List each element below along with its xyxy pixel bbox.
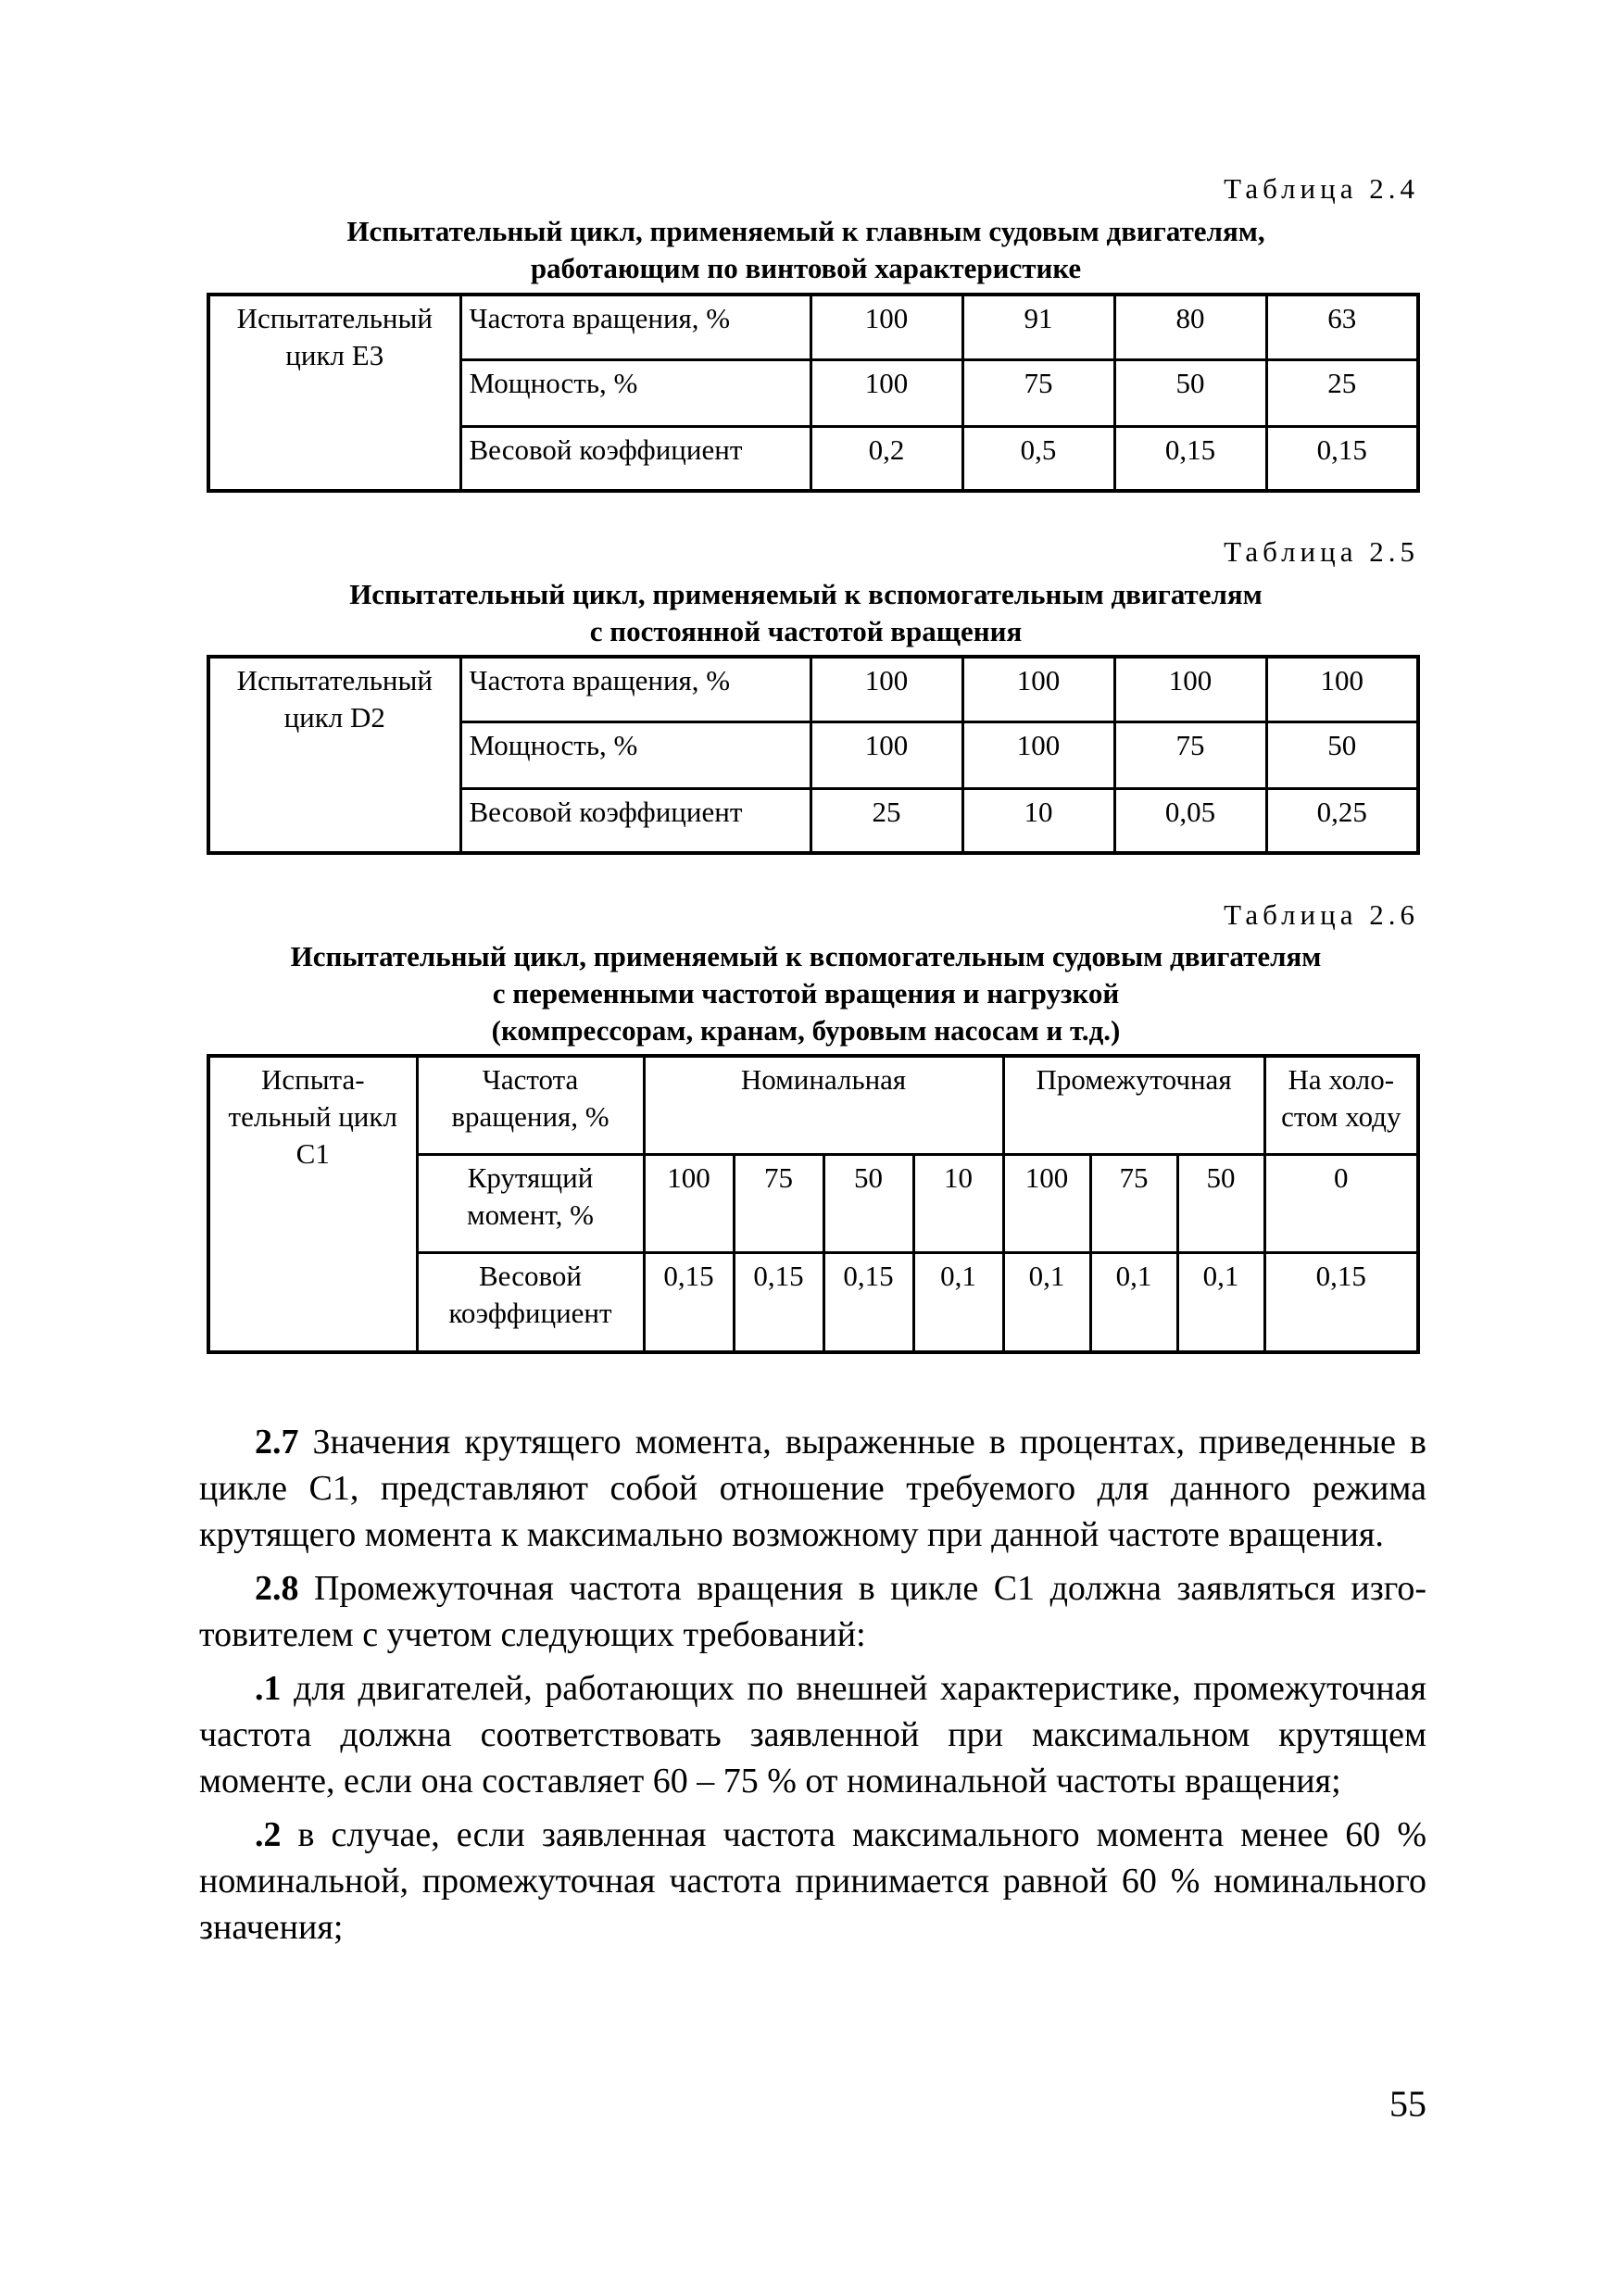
paragraph-2-8 xyxy=(199,1565,1426,1658)
speed-group-intermediate: Промежуточная xyxy=(1003,1056,1264,1154)
row-label: Весовой коэффициент xyxy=(460,426,810,491)
table-cell: 0,15 xyxy=(1264,1252,1418,1352)
table-cell: 63 xyxy=(1266,295,1418,359)
table-title-line: с переменными частотой вращения и нагрузкой xyxy=(492,977,1120,1010)
list-item-2 xyxy=(199,1812,1426,1951)
table-title-line: Испытательный цикл, применяемый к вспомогательным судовым двигателям xyxy=(290,940,1322,972)
body-text xyxy=(199,1419,1426,1951)
list-item-text: для двигателей, работающих по внешней характеристике, промежуточная частота должна соответствовать заявленной при максимальном крутящем моменте, если она составляет 60 – 75 % от номинальной частоты вращения; xyxy=(199,1669,1426,1800)
table-cell: 100 xyxy=(962,657,1114,721)
table-cell: 25 xyxy=(810,788,962,853)
table-cell: 91 xyxy=(962,295,1114,359)
speed-group-idle: На холо-стом ходу xyxy=(1264,1056,1418,1154)
table-cell: 75 xyxy=(962,359,1114,426)
table-cell: 25 xyxy=(1266,359,1418,426)
table-title-line: Испытательный цикл, применяемый к главным судовым двигателям, xyxy=(346,215,1265,247)
table-title-line: Испытательный цикл, применяемый к вспомогательным двигателям xyxy=(349,578,1263,610)
table-cell: 0,2 xyxy=(810,426,962,491)
speed-label: Частота вращения, % xyxy=(417,1056,644,1154)
paragraph-text: Промежуточная частота вращения в цикле С1 должна заявляться изго-товителем с учетом следующих требований: xyxy=(199,1569,1426,1654)
table-cell: 100 xyxy=(810,721,962,788)
table-cell: 0,1 xyxy=(1177,1252,1264,1352)
cycle-label: Испытательный цикл D2 xyxy=(208,657,460,853)
table-title-line: (компрессорам, кранам, буровым насосам и т.д.) xyxy=(491,1014,1121,1047)
table-cell: 100 xyxy=(1003,1154,1090,1252)
table-cell: 0,15 xyxy=(734,1252,823,1352)
paragraph-number: 2.8 xyxy=(255,1569,299,1608)
table-cell: 100 xyxy=(962,721,1114,788)
row-label: Весовой коэффициент xyxy=(460,788,810,853)
table-2-5 xyxy=(207,655,1420,855)
table-cell: 50 xyxy=(823,1154,913,1252)
table-cell: 0,1 xyxy=(1003,1252,1090,1352)
speed-group-nominal: Номинальная xyxy=(644,1056,1003,1154)
table-2-4-number: Таблица 2.4 xyxy=(1224,172,1419,205)
table-cell: 0,15 xyxy=(1114,426,1266,491)
table-cell: 50 xyxy=(1177,1154,1264,1252)
table-cell: 10 xyxy=(913,1154,1003,1252)
table-cell: 0,15 xyxy=(1266,426,1418,491)
row-label: Частота вращения, % xyxy=(460,657,810,721)
row-label: Мощность, % xyxy=(460,359,810,426)
torque-label: Крутящий момент, % xyxy=(417,1154,644,1252)
table-2-4 xyxy=(207,293,1420,493)
table-cell: 100 xyxy=(810,295,962,359)
table-2-5-number: Таблица 2.5 xyxy=(1224,535,1419,568)
list-item-text: в случае, если заявленная частота максимального момента менее 60 % номинальной, промежуточная частота принимается равной 60 % номинального значения; xyxy=(199,1815,1426,1947)
table-cell: 0,15 xyxy=(823,1252,913,1352)
table-cell: 100 xyxy=(810,359,962,426)
table-cell: 0 xyxy=(1264,1154,1418,1252)
weight-label: Весовой коэффициент xyxy=(417,1252,644,1352)
table-2-6 xyxy=(207,1054,1420,1354)
page-number: 55 xyxy=(1389,2083,1426,2125)
paragraph-text: Значения крутящего момента, выраженные в процентах, приведенные в цикле С1, представляют собой отношение требуемого для данного режима крутящего момента к максимально возможному при данной частоте вращения. xyxy=(199,1423,1426,1554)
table-2-6-title xyxy=(185,938,1426,1049)
list-item-number: .1 xyxy=(255,1669,282,1708)
cycle-label: Испытательный цикл Е3 xyxy=(208,295,460,491)
table-cell: 0,1 xyxy=(1090,1252,1177,1352)
table-title-line: с постоянной частотой вращения xyxy=(589,615,1023,647)
list-item-number: .2 xyxy=(255,1815,282,1854)
list-item-1 xyxy=(199,1665,1426,1804)
table-cell: 0,15 xyxy=(644,1252,734,1352)
table-2-6-number: Таблица 2.6 xyxy=(1224,898,1419,931)
paragraph-number: 2.7 xyxy=(255,1423,299,1462)
table-cell: 50 xyxy=(1266,721,1418,788)
table-cell: 0,25 xyxy=(1266,788,1418,853)
table-cell: 80 xyxy=(1114,295,1266,359)
row-label: Мощность, % xyxy=(460,721,810,788)
table-cell: 0,05 xyxy=(1114,788,1266,853)
table-cell: 0,1 xyxy=(913,1252,1003,1352)
table-2-4-title xyxy=(185,213,1426,287)
table-2-5-title xyxy=(185,576,1426,650)
cycle-label: Испыта-тельный цикл С1 xyxy=(208,1056,417,1352)
table-cell: 75 xyxy=(1114,721,1266,788)
table-cell: 100 xyxy=(810,657,962,721)
table-cell: 100 xyxy=(1266,657,1418,721)
table-cell: 0,5 xyxy=(962,426,1114,491)
paragraph-2-7 xyxy=(199,1419,1426,1558)
table-cell: 75 xyxy=(734,1154,823,1252)
table-cell: 50 xyxy=(1114,359,1266,426)
table-cell: 75 xyxy=(1090,1154,1177,1252)
table-cell: 10 xyxy=(962,788,1114,853)
table-cell: 100 xyxy=(1114,657,1266,721)
row-label: Частота вращения, % xyxy=(460,295,810,359)
table-title-line: работающим по винтовой характеристике xyxy=(530,252,1082,284)
table-cell: 100 xyxy=(644,1154,734,1252)
